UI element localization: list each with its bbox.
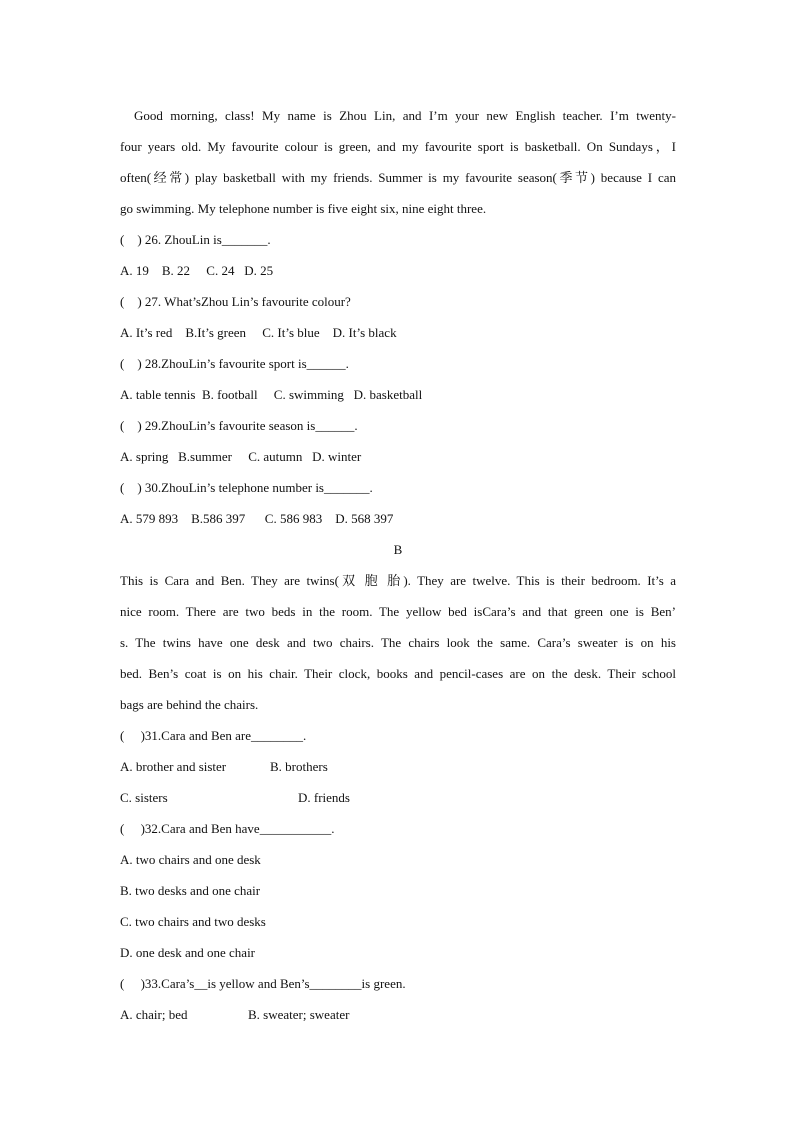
question-28-stem: ( ) 28.ZhouLin’s favourite sport is______. bbox=[120, 356, 349, 371]
passage-b bbox=[120, 565, 676, 720]
passage-b-line: nice room. There are two beds in the room. The yellow bed isCara’s and that green one is Ben’ bbox=[120, 604, 676, 619]
question-32-option: A. two chairs and one desk bbox=[120, 852, 261, 867]
passage-a-line: often(经常) play basketball with my friends. Summer is my favourite season(季节) because I can bbox=[120, 170, 676, 185]
passage-b-line: s. The twins have one desk and two chairs. The chairs look the same. Cara’s sweater is on his bbox=[120, 635, 676, 650]
question-31-option-a: A. brother and sister bbox=[120, 759, 227, 774]
question-32-stem: ( )32.Cara and Ben have___________. bbox=[120, 821, 335, 836]
question-33-option-a: A. chair; bed bbox=[120, 1007, 188, 1022]
question-31-options-row bbox=[120, 782, 676, 813]
question-26-options: A. 19 B. 22 C. 24 D. 25 bbox=[120, 263, 274, 278]
question-30-options: A. 579 893 B.586 397 C. 586 983 D. 568 397 bbox=[120, 511, 394, 526]
passage-b-line: bed. Ben’s coat is on his chair. Their clock, books and pencil-cases are on the desk. Their school bbox=[120, 666, 676, 681]
question-33 bbox=[120, 968, 676, 1030]
passage-b-line: bags are behind the chairs. bbox=[120, 697, 259, 712]
question-30-stem: ( ) 30.ZhouLin’s telephone number is_______. bbox=[120, 480, 373, 495]
question-32 bbox=[120, 813, 676, 968]
question-33-option-b: B. sweater; sweater bbox=[248, 1007, 350, 1022]
passage-a-line: four years old. My favourite colour is green, and my favourite sport is basketball. On Sundays，I bbox=[120, 139, 676, 154]
passage-a-line: Good morning, class! My name is Zhou Lin, and I’m your new English teacher. I’m twenty- bbox=[134, 108, 676, 123]
passage-a-line: go swimming. My telephone number is five eight six, nine eight three. bbox=[120, 201, 487, 216]
question-31-options-row bbox=[120, 751, 676, 782]
passage-b-line: This is Cara and Ben. They are twins(双 胞 胎). They are twelve. This is their bedroom. It’s a bbox=[120, 573, 676, 588]
passage-a bbox=[120, 100, 676, 224]
section-b-heading: B bbox=[393, 542, 403, 557]
worksheet-page bbox=[120, 100, 676, 1030]
question-31-option-b: B. brothers bbox=[270, 759, 328, 774]
question-27-stem: ( ) 27. What’sZhou Lin’s favourite colour? bbox=[120, 294, 351, 309]
question-31-option-c: C. sisters bbox=[120, 790, 168, 805]
question-26-stem: ( ) 26. ZhouLin is_______. bbox=[120, 232, 271, 247]
question-32-option: C. two chairs and two desks bbox=[120, 914, 266, 929]
question-31 bbox=[120, 720, 676, 813]
question-33-options-row bbox=[120, 999, 676, 1030]
question-31-stem: ( )31.Cara and Ben are________. bbox=[120, 728, 307, 743]
question-32-option: D. one desk and one chair bbox=[120, 945, 256, 960]
question-33-stem: ( )33.Cara’s__is yellow and Ben’s________is green. bbox=[120, 976, 406, 991]
question-29-options: A. spring B.summer C. autumn D. winter bbox=[120, 449, 362, 464]
question-31-option-d: D. friends bbox=[298, 790, 350, 805]
questions-a bbox=[120, 224, 676, 534]
question-29-stem: ( ) 29.ZhouLin’s favourite season is______. bbox=[120, 418, 358, 433]
question-27-options: A. It’s red B.It’s green C. It’s blue D. It’s black bbox=[120, 325, 397, 340]
question-32-option: B. two desks and one chair bbox=[120, 883, 261, 898]
question-28-options: A. table tennis B. football C. swimming D. basketball bbox=[120, 387, 423, 402]
